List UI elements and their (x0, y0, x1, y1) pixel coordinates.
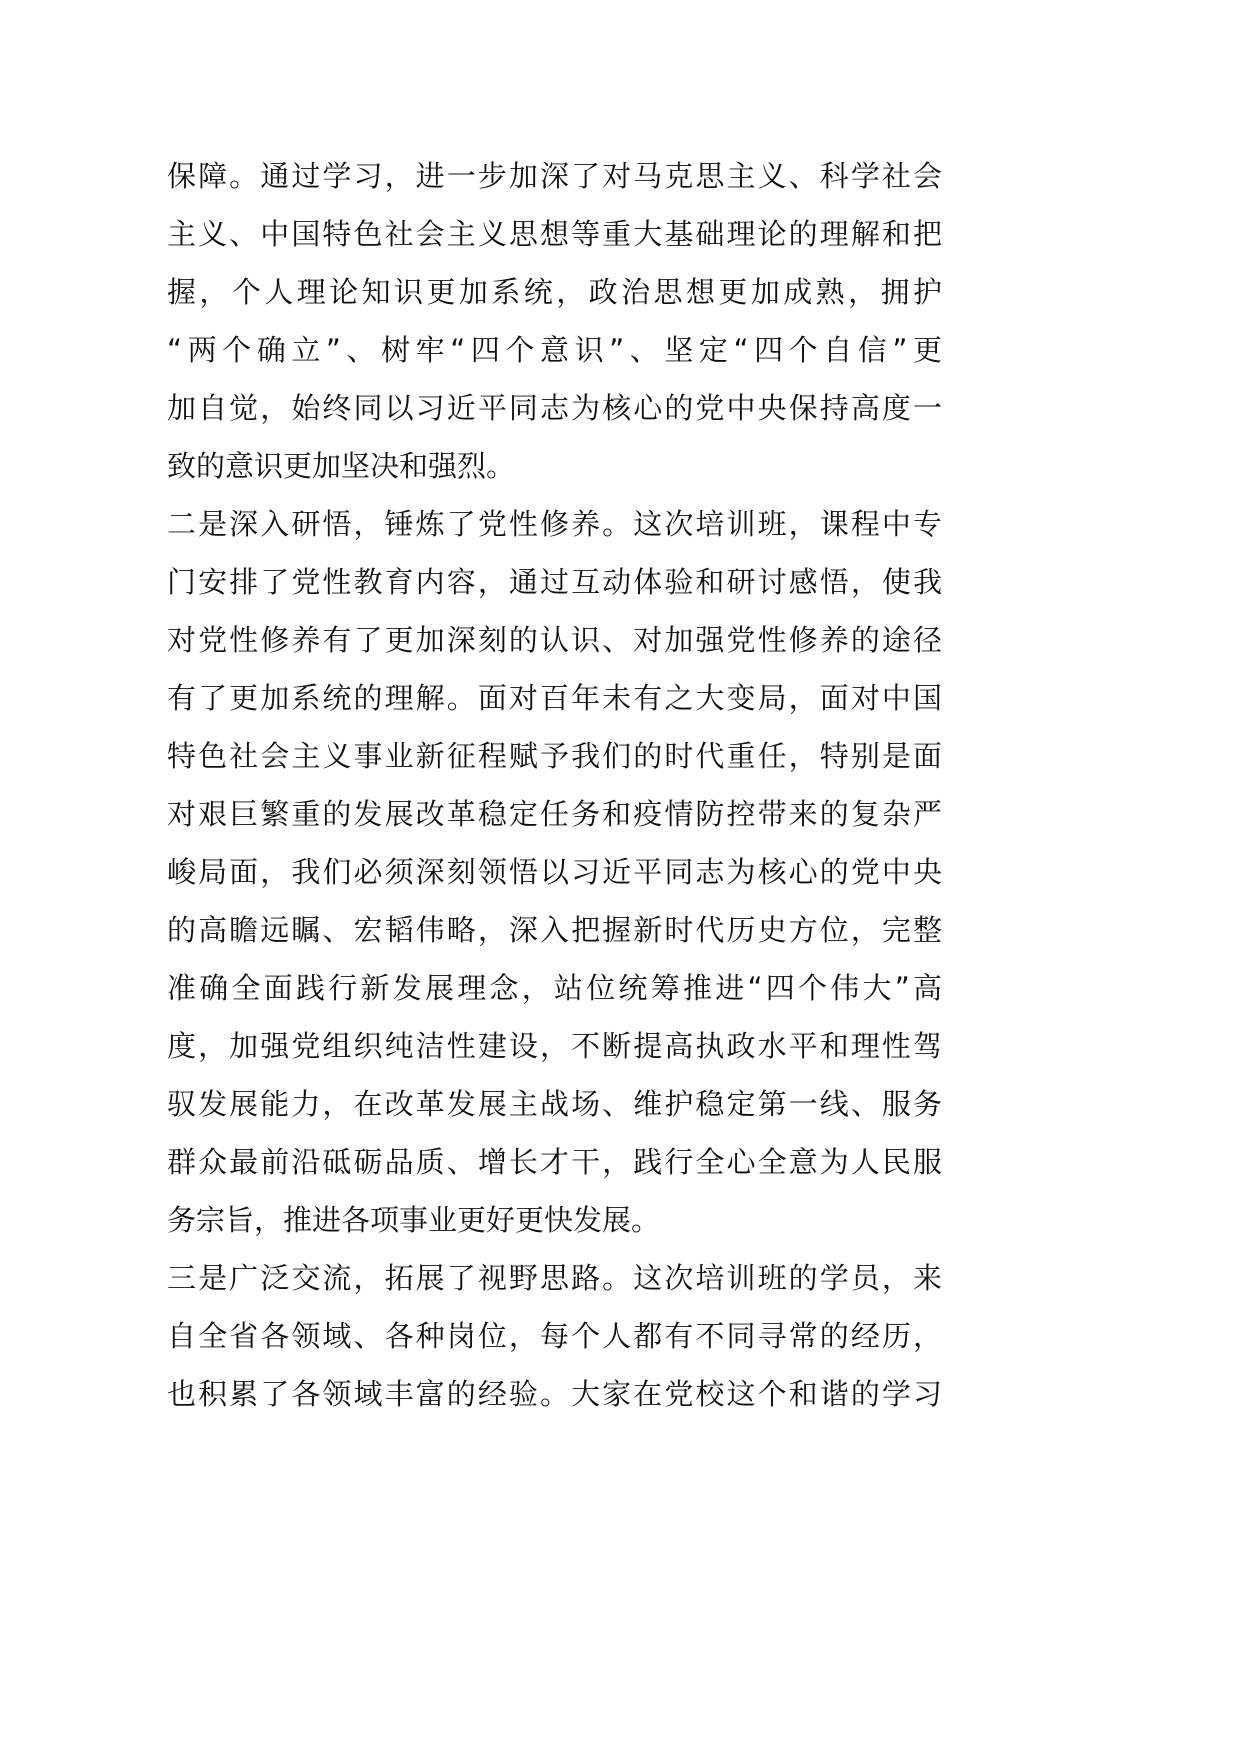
text-line-16: 度，加强党组织纯洁性建设，不断提高执政水平和理性驾 (167, 1029, 942, 1063)
text-line-8: 门安排了党性教育内容，通过互动体验和研讨感悟，使我 (167, 565, 942, 599)
text-line-19: 务宗旨，推进各项事业更好更快发展。 (167, 1203, 661, 1237)
text-line-5: 加自觉，始终同以习近平同志为核心的党中央保持高度一 (167, 391, 942, 425)
text-line-10: 有了更加系统的理解。面对百年未有之大变局，面对中国 (167, 681, 942, 715)
text-line-12: 对艰巨繁重的发展改革稳定任务和疫情防控带来的复杂严 (167, 797, 942, 831)
text-line-20: 三是广泛交流，拓展了视野思路。这次培训班的学员，来 (167, 1261, 942, 1295)
text-line-21: 自全省各领域、各种岗位，每个人都有不同寻常的经历， (167, 1319, 942, 1353)
text-line-2: 主义、中国特色社会主义思想等重大基础理论的理解和把 (167, 217, 942, 251)
text-line-3: 握，个人理论知识更加系统，政治思想更加成熟，拥护 (167, 275, 942, 309)
text-line-22: 也积累了各领域丰富的经验。大家在党校这个和谐的学习 (167, 1377, 942, 1411)
text-line-13: 峻局面，我们必须深刻领悟以习近平同志为核心的党中央 (167, 855, 942, 889)
text-line-18: 群众最前沿砥砺品质、增长才干，践行全心全意为人民服 (167, 1145, 942, 1179)
text-line-6: 致的意识更加坚决和强烈。 (167, 449, 516, 483)
text-line-4: “两个确立”、树牢“四个意识”、坚定“四个自信”更 (167, 333, 942, 367)
text-line-15: 准确全面践行新发展理念，站位统筹推进“四个伟大”高 (167, 971, 942, 1005)
text-line-1: 保障。通过学习，进一步加深了对马克思主义、科学社会 (167, 159, 942, 193)
text-line-7: 二是深入研悟，锤炼了党性修养。这次培训班，课程中专 (167, 507, 942, 541)
text-line-17: 驭发展能力，在改革发展主战场、维护稳定第一线、服务 (167, 1087, 942, 1121)
text-line-11: 特色社会主义事业新征程赋予我们的时代重任，特别是面 (167, 739, 942, 773)
text-line-9: 对党性修养有了更加深刻的认识、对加强党性修养的途径 (167, 623, 942, 657)
text-line-14: 的高瞻远瞩、宏韬伟略，深入把握新时代历史方位，完整 (167, 913, 942, 947)
